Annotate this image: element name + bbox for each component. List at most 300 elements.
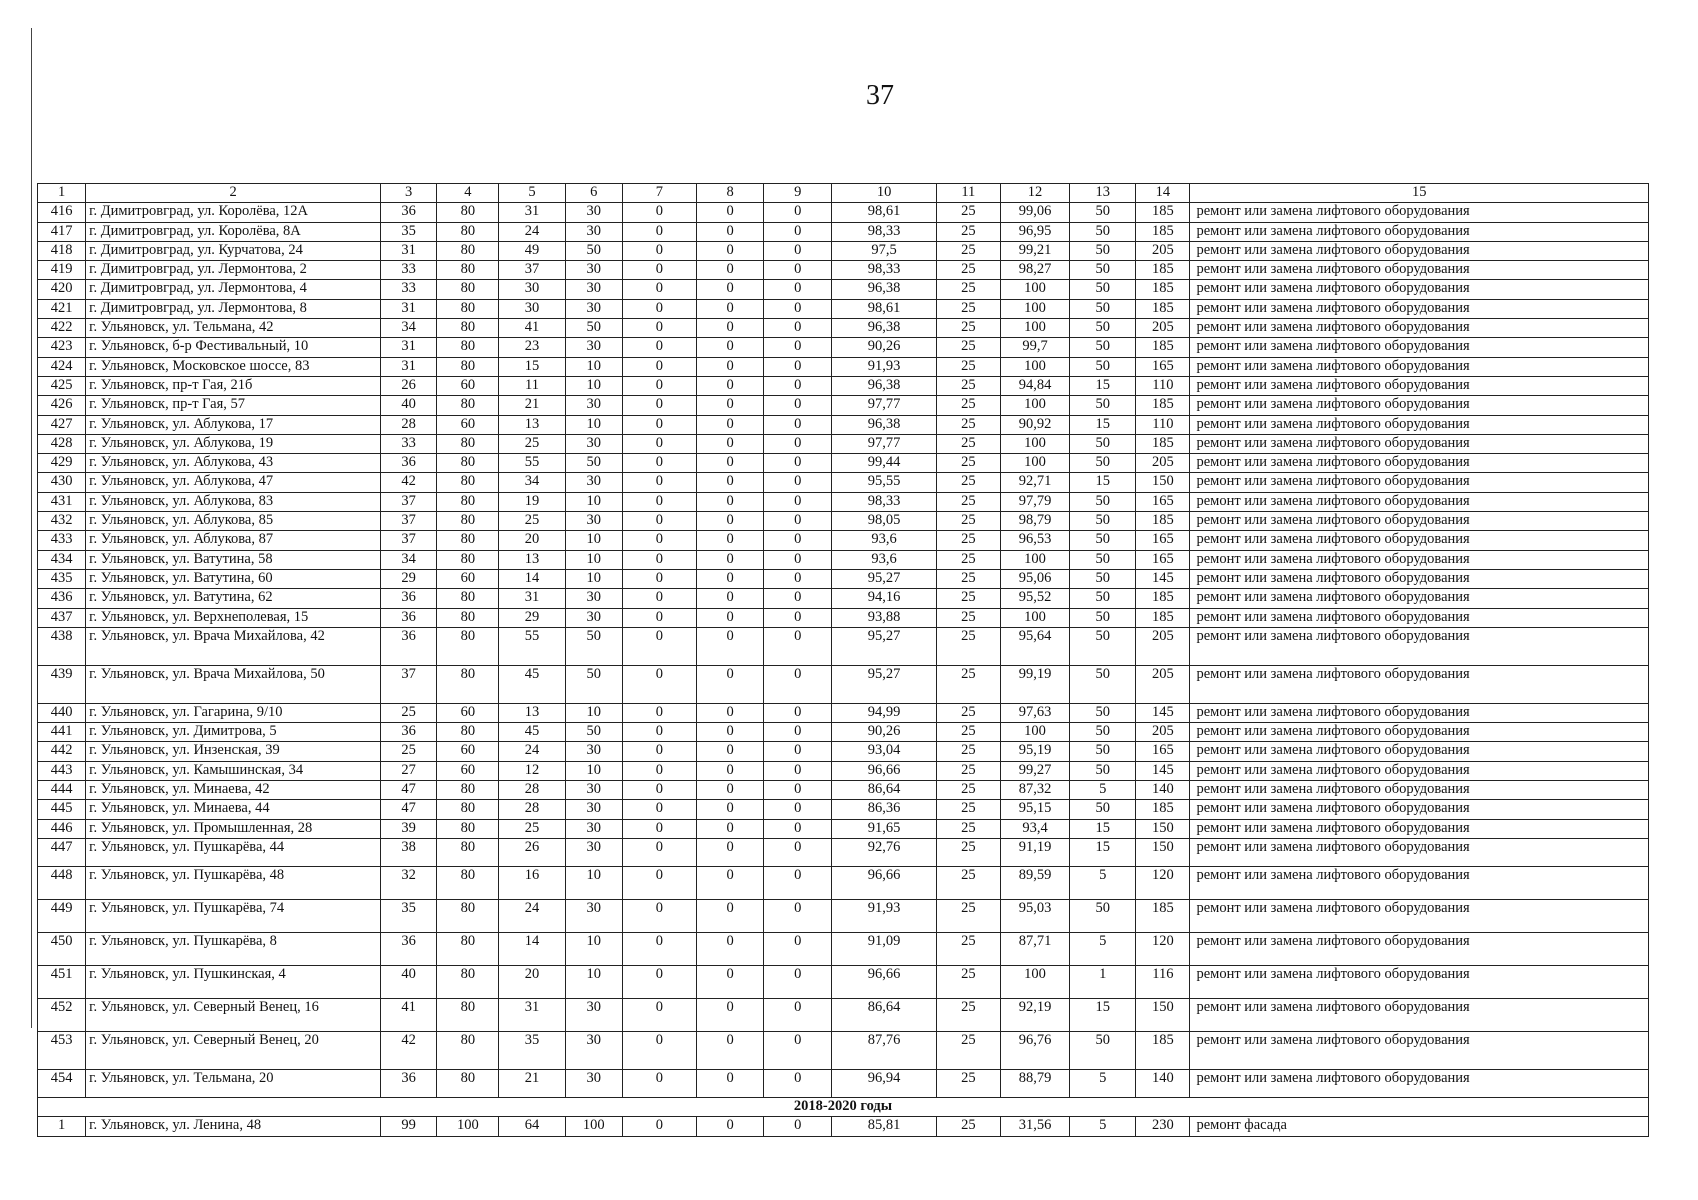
value-cell: 0 [622,241,696,260]
value-cell: 31 [381,357,437,376]
value-cell: 0 [622,512,696,531]
value-cell: 5 [1070,1069,1136,1097]
value-cell: 5 [1070,1117,1136,1136]
work-type-cell: ремонт или замена лифтового оборудования [1190,203,1649,222]
value-cell: 25 [936,838,1000,866]
table-row [38,569,1649,588]
address-cell: г. Ульяновск, ул. Аблукова, 85 [86,512,381,531]
value-cell: 80 [437,531,499,550]
value-cell: 37 [381,512,437,531]
value-cell: 95,06 [1000,569,1069,588]
address-cell: г. Димитровград, ул. Королёва, 12А [86,203,381,222]
value-cell: 10 [565,932,622,965]
table-row [38,357,1649,376]
value-cell: 0 [622,781,696,800]
value-cell: 60 [437,376,499,395]
column-number-cell: 2 [86,184,381,203]
column-number-cell: 14 [1136,184,1190,203]
value-cell: 33 [381,261,437,280]
value-cell: 88,79 [1000,1069,1069,1097]
value-cell: 100 [1000,723,1069,742]
value-cell: 80 [437,627,499,665]
value-cell: 0 [764,899,832,932]
value-cell: 25 [936,512,1000,531]
value-cell: 10 [565,531,622,550]
row-number-cell: 422 [38,319,86,338]
value-cell: 97,5 [832,241,936,260]
value-cell: 50 [1070,280,1136,299]
value-cell: 37 [499,261,565,280]
value-cell: 50 [1070,261,1136,280]
value-cell: 99,19 [1000,665,1069,703]
value-cell: 87,71 [1000,932,1069,965]
table-row [38,998,1649,1031]
value-cell: 0 [697,819,764,838]
table-row [38,665,1649,703]
value-cell: 0 [622,665,696,703]
row-number-cell: 435 [38,569,86,588]
value-cell: 0 [697,781,764,800]
value-cell: 55 [499,627,565,665]
table-row [38,608,1649,627]
address-cell: г. Ульяновск, пр-т Гая, 57 [86,396,381,415]
value-cell: 87,32 [1000,781,1069,800]
value-cell: 0 [764,665,832,703]
value-cell: 10 [565,761,622,780]
value-cell: 0 [697,932,764,965]
section-heading-row [38,1097,1649,1116]
value-cell: 91,93 [832,357,936,376]
value-cell: 0 [697,203,764,222]
value-cell: 99,06 [1000,203,1069,222]
value-cell: 30 [565,838,622,866]
table-row [38,965,1649,998]
value-cell: 5 [1070,932,1136,965]
value-cell: 0 [622,396,696,415]
value-cell: 0 [622,899,696,932]
column-number-cell: 7 [622,184,696,203]
value-cell: 30 [565,819,622,838]
value-cell: 0 [697,723,764,742]
value-cell: 0 [622,703,696,722]
value-cell: 100 [1000,550,1069,569]
value-cell: 0 [764,627,832,665]
value-cell: 0 [622,434,696,453]
row-number-cell: 452 [38,998,86,1031]
value-cell: 0 [764,473,832,492]
value-cell: 25 [936,338,1000,357]
value-cell: 36 [381,723,437,742]
value-cell: 165 [1136,742,1190,761]
value-cell: 95,03 [1000,899,1069,932]
value-cell: 96,94 [832,1069,936,1097]
value-cell: 95,19 [1000,742,1069,761]
row-number-cell: 442 [38,742,86,761]
value-cell: 100 [1000,454,1069,473]
value-cell: 50 [1070,434,1136,453]
address-cell: г. Ульяновск, ул. Пушкарёва, 8 [86,932,381,965]
value-cell: 0 [697,703,764,722]
work-type-cell: ремонт или замена лифтового оборудования [1190,838,1649,866]
table-row [38,299,1649,318]
value-cell: 95,55 [832,473,936,492]
address-cell: г. Димитровград, ул. Лермонтова, 8 [86,299,381,318]
value-cell: 30 [565,1069,622,1097]
address-cell: г. Ульяновск, ул. Аблукова, 87 [86,531,381,550]
row-number-cell: 441 [38,723,86,742]
work-type-cell: ремонт или замена лифтового оборудования [1190,761,1649,780]
row-number-cell: 417 [38,222,86,241]
value-cell: 47 [381,800,437,819]
value-cell: 100 [1000,319,1069,338]
value-cell: 0 [622,589,696,608]
value-cell: 47 [381,781,437,800]
row-number-cell: 418 [38,241,86,260]
work-type-cell: ремонт или замена лифтового оборудования [1190,665,1649,703]
value-cell: 0 [622,965,696,998]
value-cell: 140 [1136,1069,1190,1097]
row-number-cell: 449 [38,899,86,932]
value-cell: 80 [437,608,499,627]
value-cell: 31 [499,203,565,222]
value-cell: 0 [622,415,696,434]
address-cell: г. Ульяновск, ул. Камышинская, 34 [86,761,381,780]
value-cell: 31 [381,299,437,318]
value-cell: 15 [1070,819,1136,838]
work-type-cell: ремонт или замена лифтового оборудования [1190,932,1649,965]
value-cell: 0 [764,1117,832,1136]
value-cell: 80 [437,454,499,473]
table-row [38,723,1649,742]
value-cell: 140 [1136,781,1190,800]
value-cell: 0 [697,338,764,357]
value-cell: 50 [1070,703,1136,722]
value-cell: 29 [381,569,437,588]
value-cell: 0 [622,723,696,742]
value-cell: 97,79 [1000,492,1069,511]
value-cell: 90,26 [832,723,936,742]
page-margin-rule [31,28,32,1028]
value-cell: 86,64 [832,998,936,1031]
value-cell: 96,38 [832,376,936,395]
row-number-cell: 454 [38,1069,86,1097]
address-cell: г. Ульяновск, ул. Минаева, 44 [86,800,381,819]
value-cell: 0 [764,800,832,819]
value-cell: 0 [622,531,696,550]
value-cell: 26 [499,838,565,866]
value-cell: 96,53 [1000,531,1069,550]
table-row [38,376,1649,395]
address-cell: г. Ульяновск, ул. Инзенская, 39 [86,742,381,761]
value-cell: 0 [622,569,696,588]
table-row [38,866,1649,899]
value-cell: 0 [697,492,764,511]
value-cell: 185 [1136,1031,1190,1069]
value-cell: 120 [1136,932,1190,965]
work-type-cell: ремонт или замена лифтового оборудования [1190,338,1649,357]
value-cell: 95,27 [832,665,936,703]
value-cell: 50 [1070,531,1136,550]
table-row [38,800,1649,819]
value-cell: 14 [499,932,565,965]
value-cell: 205 [1136,665,1190,703]
value-cell: 0 [697,299,764,318]
value-cell: 0 [764,998,832,1031]
table-row [38,203,1649,222]
value-cell: 28 [499,800,565,819]
table-row [38,627,1649,665]
value-cell: 96,95 [1000,222,1069,241]
row-number-cell: 450 [38,932,86,965]
value-cell: 25 [936,531,1000,550]
value-cell: 185 [1136,261,1190,280]
value-cell: 0 [764,454,832,473]
table-row [38,1117,1649,1136]
table-row [38,761,1649,780]
value-cell: 80 [437,1069,499,1097]
value-cell: 50 [1070,241,1136,260]
value-cell: 0 [622,998,696,1031]
value-cell: 25 [936,203,1000,222]
value-cell: 150 [1136,819,1190,838]
value-cell: 80 [437,261,499,280]
address-cell: г. Ульяновск, ул. Тельмана, 42 [86,319,381,338]
column-number-cell: 1 [38,184,86,203]
value-cell: 0 [764,965,832,998]
address-cell: г. Ульяновск, ул. Димитрова, 5 [86,723,381,742]
value-cell: 36 [381,454,437,473]
value-cell: 0 [622,492,696,511]
value-cell: 25 [936,473,1000,492]
row-number-cell: 419 [38,261,86,280]
value-cell: 30 [499,280,565,299]
value-cell: 0 [697,319,764,338]
value-cell: 98,33 [832,222,936,241]
value-cell: 42 [381,1031,437,1069]
value-cell: 25 [936,723,1000,742]
table-row [38,454,1649,473]
table-row [38,492,1649,511]
table-row [38,531,1649,550]
table-row [38,589,1649,608]
value-cell: 185 [1136,280,1190,299]
value-cell: 10 [565,357,622,376]
value-cell: 0 [697,454,764,473]
value-cell: 95,15 [1000,800,1069,819]
address-cell: г. Ульяновск, ул. Ватутина, 58 [86,550,381,569]
value-cell: 25 [936,550,1000,569]
value-cell: 0 [764,492,832,511]
value-cell: 95,27 [832,627,936,665]
row-number-cell: 446 [38,819,86,838]
value-cell: 37 [381,531,437,550]
value-cell: 98,79 [1000,512,1069,531]
value-cell: 90,92 [1000,415,1069,434]
value-cell: 80 [437,319,499,338]
value-cell: 80 [437,665,499,703]
table-row [38,819,1649,838]
value-cell: 0 [622,742,696,761]
value-cell: 0 [697,261,764,280]
work-type-cell: ремонт или замена лифтового оборудования [1190,396,1649,415]
value-cell: 91,65 [832,819,936,838]
value-cell: 25 [936,357,1000,376]
value-cell: 92,71 [1000,473,1069,492]
value-cell: 95,52 [1000,589,1069,608]
value-cell: 96,66 [832,866,936,899]
address-cell: г. Ульяновск, ул. Ленина, 48 [86,1117,381,1136]
table-row [38,1031,1649,1069]
address-cell: г. Ульяновск, ул. Ватутина, 62 [86,589,381,608]
value-cell: 0 [697,531,764,550]
value-cell: 92,19 [1000,998,1069,1031]
value-cell: 80 [437,723,499,742]
value-cell: 99,21 [1000,241,1069,260]
value-cell: 100 [565,1117,622,1136]
value-cell: 0 [697,241,764,260]
value-cell: 165 [1136,357,1190,376]
value-cell: 185 [1136,589,1190,608]
address-cell: г. Ульяновск, ул. Аблукова, 19 [86,434,381,453]
row-number-cell: 445 [38,800,86,819]
value-cell: 0 [697,627,764,665]
value-cell: 25 [936,434,1000,453]
work-type-cell: ремонт или замена лифтового оборудования [1190,512,1649,531]
value-cell: 0 [622,627,696,665]
value-cell: 100 [1000,965,1069,998]
value-cell: 94,84 [1000,376,1069,395]
value-cell: 100 [1000,357,1069,376]
table-row [38,742,1649,761]
value-cell: 0 [697,838,764,866]
row-number-cell: 438 [38,627,86,665]
work-type-cell: ремонт или замена лифтового оборудования [1190,434,1649,453]
work-type-cell: ремонт фасада [1190,1117,1649,1136]
work-type-cell: ремонт или замена лифтового оборудования [1190,454,1649,473]
value-cell: 34 [381,319,437,338]
value-cell: 25 [936,608,1000,627]
value-cell: 100 [1000,608,1069,627]
value-cell: 50 [565,454,622,473]
address-cell: г. Димитровград, ул. Королёва, 8А [86,222,381,241]
value-cell: 80 [437,512,499,531]
value-cell: 50 [1070,800,1136,819]
value-cell: 31 [499,998,565,1031]
value-cell: 60 [437,761,499,780]
value-cell: 10 [565,415,622,434]
value-cell: 5 [1070,866,1136,899]
value-cell: 13 [499,415,565,434]
value-cell: 150 [1136,838,1190,866]
value-cell: 0 [697,742,764,761]
value-cell: 0 [697,665,764,703]
value-cell: 0 [764,319,832,338]
value-cell: 25 [936,396,1000,415]
value-cell: 0 [622,222,696,241]
work-type-cell: ремонт или замена лифтового оборудования [1190,800,1649,819]
table-row [38,396,1649,415]
work-type-cell: ремонт или замена лифтового оборудования [1190,261,1649,280]
value-cell: 50 [1070,742,1136,761]
value-cell: 50 [1070,222,1136,241]
address-cell: г. Димитровград, ул. Лермонтова, 4 [86,280,381,299]
value-cell: 185 [1136,396,1190,415]
value-cell: 99,27 [1000,761,1069,780]
value-cell: 25 [936,800,1000,819]
value-cell: 0 [622,1031,696,1069]
column-number-cell: 13 [1070,184,1136,203]
value-cell: 0 [764,338,832,357]
table-row [38,319,1649,338]
value-cell: 0 [697,1117,764,1136]
value-cell: 50 [1070,396,1136,415]
value-cell: 93,04 [832,742,936,761]
value-cell: 31 [499,589,565,608]
value-cell: 21 [499,1069,565,1097]
value-cell: 96,76 [1000,1031,1069,1069]
row-number-cell: 436 [38,589,86,608]
value-cell: 25 [936,222,1000,241]
work-type-cell: ремонт или замена лифтового оборудования [1190,415,1649,434]
value-cell: 5 [1070,781,1136,800]
value-cell: 28 [381,415,437,434]
value-cell: 50 [1070,665,1136,703]
value-cell: 165 [1136,531,1190,550]
value-cell: 25 [936,627,1000,665]
value-cell: 20 [499,965,565,998]
value-cell: 80 [437,396,499,415]
value-cell: 94,16 [832,589,936,608]
value-cell: 0 [697,550,764,569]
value-cell: 0 [764,376,832,395]
section-title: 2018-2020 годы [38,1097,1649,1116]
work-type-cell: ремонт или замена лифтового оборудования [1190,531,1649,550]
value-cell: 28 [499,781,565,800]
column-number-cell: 15 [1190,184,1649,203]
value-cell: 50 [1070,1031,1136,1069]
value-cell: 98,33 [832,261,936,280]
value-cell: 80 [437,866,499,899]
work-type-cell: ремонт или замена лифтового оборудования [1190,1031,1649,1069]
value-cell: 19 [499,492,565,511]
address-cell: г. Ульяновск, ул. Пушкарёва, 48 [86,866,381,899]
value-cell: 25 [381,703,437,722]
value-cell: 0 [697,965,764,998]
value-cell: 0 [697,376,764,395]
row-number-cell: 432 [38,512,86,531]
work-type-cell: ремонт или замена лифтового оборудования [1190,319,1649,338]
value-cell: 60 [437,703,499,722]
value-cell: 25 [936,965,1000,998]
row-number-cell: 424 [38,357,86,376]
value-cell: 10 [565,492,622,511]
value-cell: 35 [381,899,437,932]
value-cell: 0 [764,550,832,569]
table-row [38,241,1649,260]
address-cell: г. Ульяновск, ул. Гагарина, 9/10 [86,703,381,722]
value-cell: 50 [1070,627,1136,665]
value-cell: 30 [565,742,622,761]
address-cell: г. Ульяновск, ул. Аблукова, 43 [86,454,381,473]
value-cell: 0 [622,761,696,780]
value-cell: 0 [697,222,764,241]
work-type-cell: ремонт или замена лифтового оборудования [1190,550,1649,569]
value-cell: 86,64 [832,781,936,800]
value-cell: 96,38 [832,280,936,299]
value-cell: 34 [499,473,565,492]
address-cell: г. Димитровград, ул. Лермонтова, 2 [86,261,381,280]
value-cell: 0 [764,415,832,434]
